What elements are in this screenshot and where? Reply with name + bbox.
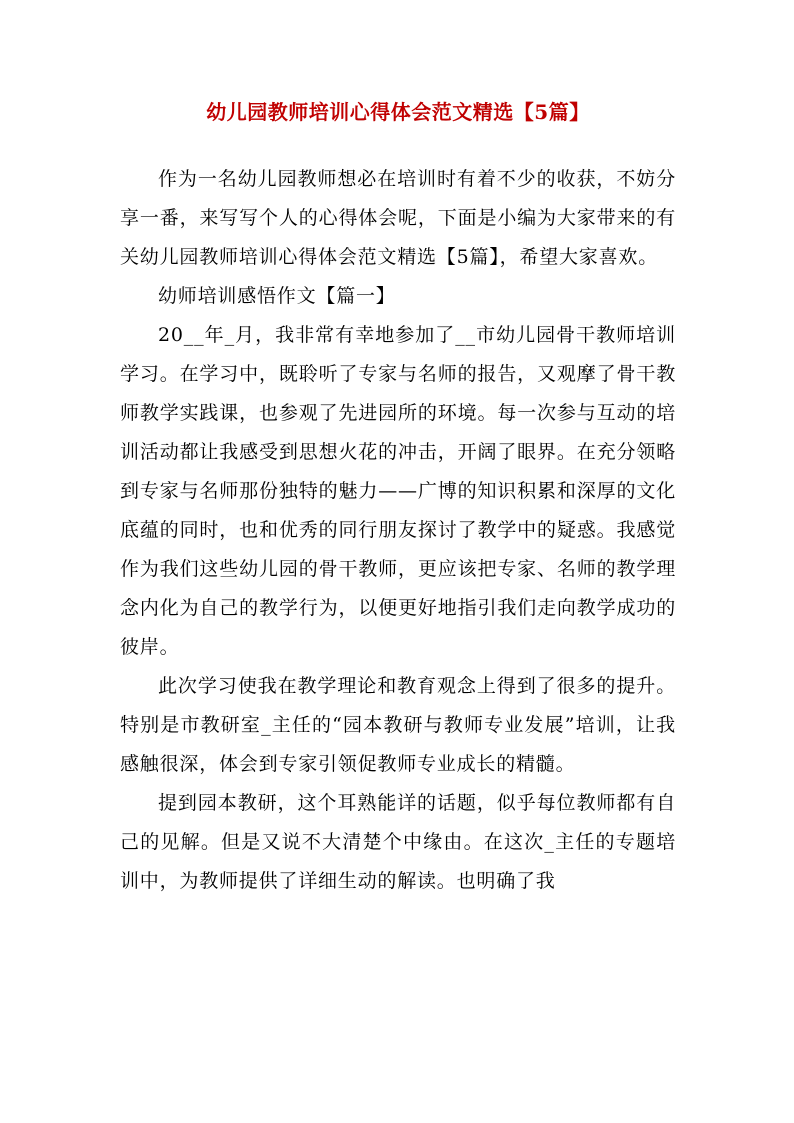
body-paragraph: 提到园本教研，这个耳熟能详的话题，似乎每位教师都有自己的见解。但是又说不大清楚个中缘由。在这次_主任的专题培训中，为教师提供了详细生动的解读。也明确了我: [120, 792, 676, 892]
body-paragraph: 此次学习使我在教学理论和教育观念上得到了很多的提升。特别是市教研室_主任的“园本教研与教师专业发展”培训，让我感触很深，体会到专家引领促教师专业成长的精髓。: [120, 675, 676, 775]
section-heading: 幼师培训感悟作文【篇一】: [158, 285, 396, 307]
document-page: [120, 92, 676, 901]
document-title: 幼儿园教师培训心得体会范文精选【5篇】: [206, 100, 590, 124]
intro-paragraph: 作为一名幼儿园教师想必在培训时有着不少的收获，不妨分享一番，来写写个人的心得体会呢，下面是小编为大家带来的有关幼儿园教师培训心得体会范文精选【5篇】，希望大家喜欢。: [120, 168, 676, 268]
body-paragraph: 20__年_月，我非常有幸地参加了__市幼儿园骨干教师培训学习。在学习中，既聆听了专家与名师的报告，又观摩了骨干教师教学实践课，也参观了先进园所的环境。每一次参与互动的培训活动都让我感受到思想火花的冲击，开阔了眼界。在充分领略到专家与名师那份独特的魅力——广博的知识积累和深厚的文化底蕴的同时，也和优秀的同行朋友探讨了教学中的疑惑。我感觉作为我们这些幼儿园的骨干教师，更应该把专家、名师的教学理念内化为自己的教学行为，以便更好地指引我们走向教学成功的彼岸。: [120, 324, 676, 658]
